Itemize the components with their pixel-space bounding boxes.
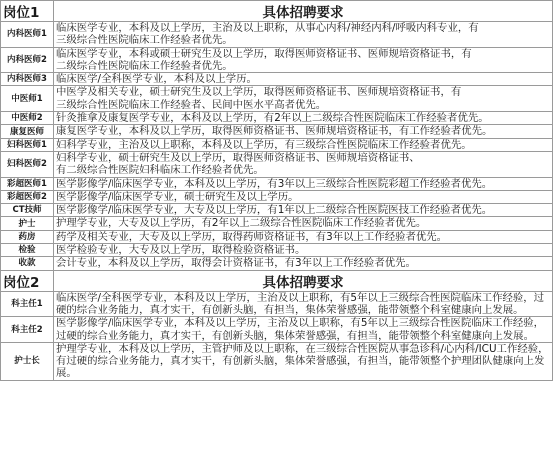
- requirement-text: 临床医学/全科医学专业，本科及以上学历，主治及以上职称，有5年以上三级综合性医院临床工作经验，过硬的综合业务能力，真才实干，有创新头脑，有担当，集体荣誉感强，能带领整个科室健康向上发展。: [56, 291, 545, 316]
- table-row: [1, 73, 553, 86]
- requirement-text: 医学影像学/临床医学专业，本科及以上学历，主治及以上职称，有5年以上三级综合性医院临床工作经验，过硬的综合业务能力，真才实干，有创新头脑，集体荣誉感强，有担当，能带领整个科室健康向上发展。: [56, 317, 545, 342]
- table-row: [1, 244, 553, 257]
- table-row: [1, 138, 553, 151]
- position-cell: 内科医师1: [1, 22, 54, 48]
- requirement-line: 三级综合性医院临床工作经验者、民间中医水平高者优先。: [56, 98, 327, 111]
- position-cell: 收款: [1, 257, 54, 270]
- requirements-cell: [54, 204, 553, 217]
- table-row: [1, 86, 553, 112]
- position-cell: 药房: [1, 230, 54, 243]
- position-cell: 护士: [1, 217, 54, 230]
- table-row: [1, 47, 553, 73]
- table-1-header: [1, 1, 553, 22]
- requirements-cell: [54, 138, 553, 151]
- table-row: [1, 317, 553, 343]
- position-column-header: 岗位1: [1, 1, 54, 22]
- position-cell: 中医师2: [1, 112, 54, 125]
- requirement-line: 妇科学专业，硕士研究生及以上学历，取得医师资格证书、医师规培资格证书、: [56, 151, 420, 164]
- position-cell: 护士长: [1, 342, 54, 380]
- requirement-line: 二级综合性医院临床工作经验者优先。: [56, 59, 233, 72]
- position-cell: 内科医师2: [1, 47, 54, 73]
- table-row: [1, 22, 553, 48]
- requirements-cell: [54, 230, 553, 243]
- position-cell: 科主任2: [1, 317, 54, 343]
- requirement-line: 临床医学专业，本科或硕士研究生及以上学历，取得医师资格证书、医师规培资格证书，有: [56, 47, 472, 60]
- table-row: [1, 125, 553, 138]
- requirement-line: 针灸推拿及康复医学专业，本科及以上学历，有2年以上二级综合性医院临床工作经验者优先。: [56, 112, 489, 125]
- requirement-line: 临床医学专业，本科及以上学历，主治及以上职称，从事心内科/神经内科/呼吸内科专业，有: [56, 22, 479, 34]
- table-2-header: [1, 270, 553, 291]
- requirement-line: 有二级综合性医院妇科临床工作经验者优先。: [56, 164, 264, 177]
- position-column-header: 岗位2: [1, 270, 54, 291]
- position-cell: 妇科医师1: [1, 138, 54, 151]
- requirements-cell: [54, 86, 553, 112]
- table-row: [1, 112, 553, 125]
- table-row: [1, 342, 553, 380]
- requirement-line: 妇科学专业，主治及以上职称，本科及以上学历，有三级综合性医院临床工作经验者优先。: [56, 138, 472, 151]
- position-cell: 中医师1: [1, 86, 54, 112]
- requirements-cell: [54, 47, 553, 73]
- requirements-column-header: 具体招聘要求: [54, 270, 553, 291]
- requirement-line: 护理学专业，大专及以上学历，有2年以上二级综合性医院临床工作经验者优先。: [56, 217, 427, 230]
- table-row: [1, 291, 553, 317]
- requirements-cell: [54, 217, 553, 230]
- table-row: [1, 151, 553, 177]
- requirement-line: 药学及相关专业，大专及以上学历，取得药师资格证书，有3年以上工作经验者优先。: [56, 230, 448, 243]
- requirements-cell: [54, 317, 553, 343]
- requirements-cell: [54, 73, 553, 86]
- requirements-cell: [54, 244, 553, 257]
- requirements-cell: [54, 257, 553, 270]
- requirements-cell: [54, 112, 553, 125]
- table-row: [1, 217, 553, 230]
- requirements-cell: [54, 177, 553, 190]
- requirements-cell: [54, 291, 553, 317]
- requirements-cell: [54, 22, 553, 48]
- requirement-line: 医学影像学/临床医学专业，大专及以上学历，有1年以上二级综合性医院医技工作经验者优先。: [56, 204, 493, 217]
- requirement-line: 中医学及相关专业，硕士研究生及以上学历，取得医师资格证书、医师规培资格证书，有: [56, 86, 462, 99]
- recruitment-table-2: [0, 270, 553, 381]
- position-cell: CT技师: [1, 204, 54, 217]
- requirements-cell: [54, 342, 553, 380]
- requirement-line: 会计专业，本科及以上学历，取得会计资格证书，有3年以上工作经验者优先。: [56, 257, 416, 270]
- requirement-line: 医学影像学/临床医学专业，硕士研究生及以上学历。: [56, 190, 299, 203]
- position-cell: 科主任1: [1, 291, 54, 317]
- requirements-cell: [54, 151, 553, 177]
- requirement-text: 护理学专业，本科及以上学历，主管护师及以上职称，在三级综合性医院从事急诊科/心内科/ICU工作经验，有过硬的综合业务能力，真才实干，有创新头脑，集体荣誉感强，有担当，能带领整个护理团队健康向上发展。: [56, 342, 549, 380]
- table-row: [1, 190, 553, 203]
- table-row: [1, 204, 553, 217]
- position-cell: 彩超医师1: [1, 177, 54, 190]
- requirements-column-header: 具体招聘要求: [54, 1, 553, 22]
- requirement-line: 康复医学专业，本科及以上学历，取得医师资格证书、医师规培资格证书，有工作经验者优先。: [56, 125, 493, 138]
- requirement-line: 三级综合性医院临床工作经验者优先。: [56, 34, 233, 47]
- position-cell: 康复医师: [1, 125, 54, 138]
- position-cell: 妇科医师2: [1, 151, 54, 177]
- table-row: [1, 230, 553, 243]
- requirement-line: 临床医学/全科医学专业，本科及以上学历。: [56, 73, 257, 86]
- table-row: [1, 257, 553, 270]
- position-cell: 检验: [1, 244, 54, 257]
- requirement-line: 医学影像学/临床医学专业，本科及以上学历，有3年以上三级综合性医院彩超工作经验者优先。: [56, 177, 493, 190]
- requirements-cell: [54, 190, 553, 203]
- position-cell: 彩超医师2: [1, 190, 54, 203]
- requirements-cell: [54, 125, 553, 138]
- table-row: [1, 177, 553, 190]
- requirement-line: 医学检验专业，大专及以上学历，取得检验资格证书。: [56, 244, 306, 257]
- position-cell: 内科医师3: [1, 73, 54, 86]
